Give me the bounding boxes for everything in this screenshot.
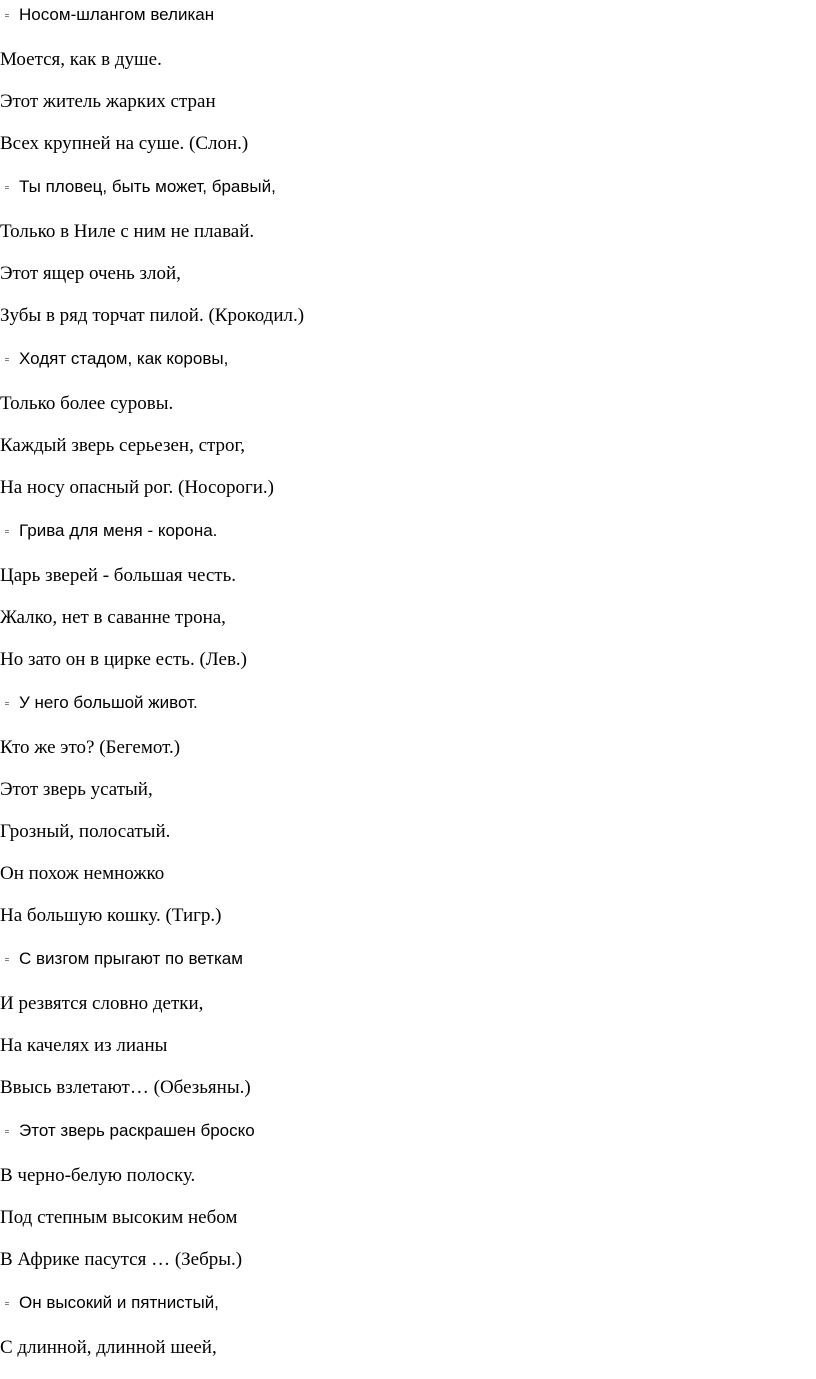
riddle-text-line (0, 48, 162, 72)
line-text: Ввысь взлетают… (Обезьяны.) (0, 1077, 251, 1098)
line-text: В черно-белую полоску. (0, 1165, 196, 1186)
list-bullet-icon: = (4, 526, 10, 536)
line-text: Каждый зверь серьезен, строг, (0, 435, 245, 456)
riddle-text-line (0, 220, 254, 244)
line-text: Моется, как в душе. (0, 49, 162, 70)
line-text: Грозный, полосатый. (0, 821, 171, 842)
riddle-heading-line (0, 1291, 219, 1316)
line-text: И резвятся словно детки, (0, 993, 204, 1014)
line-text: Этот ящер очень злой, (0, 263, 181, 284)
line-text: Он похож немножко (0, 863, 165, 884)
riddle-heading-line (0, 175, 276, 200)
riddle-text-line (0, 132, 248, 156)
riddle-text-line (0, 90, 216, 114)
line-text: С длинной, длинной шеей, (0, 1337, 217, 1358)
list-bullet-icon: = (4, 698, 10, 708)
riddle-heading-line (0, 1119, 255, 1144)
line-text: Под степным высоким небом (0, 1207, 238, 1228)
line-text: Этот зверь раскрашен броско (19, 1121, 255, 1140)
riddle-text-line (0, 1076, 251, 1100)
line-text: Только в Ниле с ним не плавай. (0, 221, 255, 242)
line-text: Ты пловец, быть может, бравый, (19, 177, 276, 196)
riddle-text-line (0, 1206, 237, 1230)
riddle-heading-line (0, 347, 228, 372)
riddle-heading-line (0, 3, 214, 28)
riddle-text-line (0, 1164, 195, 1188)
line-text: С визгом прыгают по веткам (19, 949, 243, 968)
riddle-text-line (0, 392, 173, 416)
list-bullet-icon: = (4, 10, 10, 20)
list-bullet-icon: = (4, 954, 10, 964)
line-text: Грива для меня - корона. (19, 521, 218, 540)
riddle-text-line (0, 648, 247, 672)
riddle-text-line (0, 1034, 167, 1058)
list-bullet-icon: = (4, 182, 10, 192)
riddle-text-line (0, 434, 245, 458)
line-text: Всех крупней на суше. (Слон.) (0, 133, 249, 154)
riddle-text-line (0, 904, 222, 928)
riddle-text-line (0, 262, 181, 286)
list-bullet-icon: = (4, 1298, 10, 1308)
line-text: На большую кошку. (Тигр.) (0, 905, 222, 926)
riddle-text-line (0, 304, 304, 328)
riddle-text-line (0, 476, 274, 500)
line-text: Этот зверь усатый, (0, 779, 153, 800)
riddle-text-line (0, 862, 164, 886)
line-text: Этот житель жарких стран (0, 91, 216, 112)
riddle-text-line (0, 1336, 217, 1360)
list-bullet-icon: = (4, 1126, 10, 1136)
line-text: Зубы в ряд торчат пилой. (Крокодил.) (0, 305, 305, 326)
riddle-text-line (0, 736, 180, 760)
line-text: Он высокий и пятнистый, (19, 1293, 219, 1312)
riddle-text-line (0, 820, 170, 844)
riddle-heading-line (0, 691, 198, 716)
riddle-text-line (0, 992, 203, 1016)
line-text: В Африке пасутся … (Зебры.) (0, 1249, 243, 1270)
line-text: На носу опасный рог. (Носороги.) (0, 477, 275, 498)
line-text: У него большой живот. (19, 693, 198, 712)
list-bullet-icon: = (4, 354, 10, 364)
riddle-text-line (0, 1248, 242, 1272)
riddle-heading-line (0, 947, 243, 972)
riddle-text-line (0, 778, 153, 802)
line-text: Царь зверей - большая честь. (0, 565, 237, 586)
line-text: Жалко, нет в саванне трона, (0, 607, 226, 628)
line-text: Кто же это? (Бегемот.) (0, 737, 181, 758)
riddle-text-line (0, 606, 226, 630)
line-text: Ходят стадом, как коровы, (19, 349, 229, 368)
line-text: Носом-шлангом великан (19, 5, 215, 24)
line-text: На качелях из лианы (0, 1035, 168, 1056)
line-text: Только более суровы. (0, 393, 174, 414)
line-text: Но зато он в цирке есть. (Лев.) (0, 649, 248, 670)
riddle-heading-line (0, 519, 217, 544)
riddle-text-line (0, 564, 236, 588)
